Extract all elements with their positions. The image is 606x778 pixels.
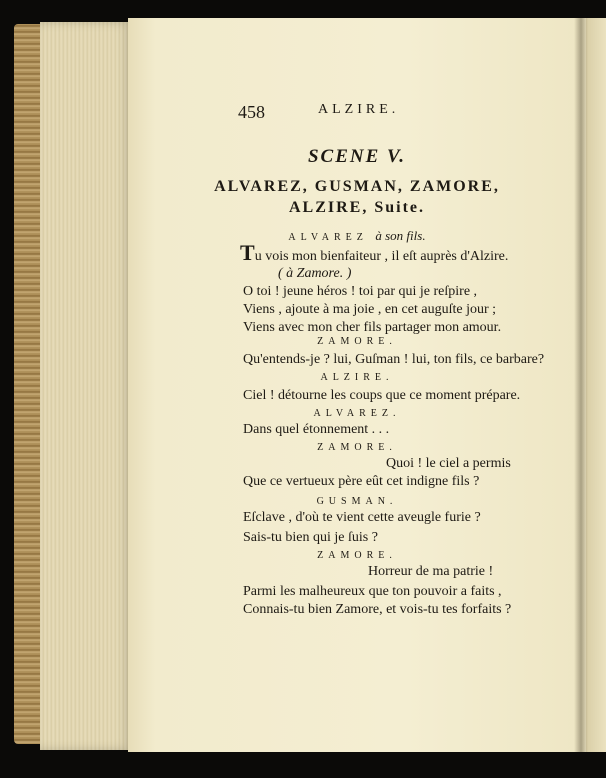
verse-text: u vois mon bienfaiteur , il eſt auprès d'Alzire. (254, 249, 509, 264)
verse-line (240, 240, 508, 266)
speaker-label: GUSMAN. (316, 496, 398, 507)
characters-line-2: ALZIRE, Suite. (288, 199, 426, 216)
characters-line-1: ALVAREZ, GUSMAN, ZAMORE, (214, 178, 500, 195)
verse-line: Parmi les malheureux que ton pouvoir a faits , (243, 584, 502, 599)
book-gutter-shadow (574, 18, 588, 752)
verse-line: Eſclave , d'où te vient cette aveugle furie ? (243, 510, 481, 525)
running-title: ALZIRE. (318, 102, 400, 117)
verse-line: Horreur de ma patrie ! (368, 564, 494, 579)
verse-line: Dans quel étonnement . . . (243, 422, 390, 437)
verse-line: Viens , ajoute à ma joie , en cet auguſte jour ; (243, 302, 497, 317)
page-number: 458 (238, 102, 265, 122)
drop-cap: T (240, 240, 255, 265)
speaker-label: ALVAREZ. (313, 408, 401, 419)
verse-line: Viens avec mon cher fils partager mon amour. (243, 320, 502, 335)
characters-heading (128, 176, 586, 218)
speaker-label: ZAMORE. (317, 336, 397, 347)
speaker-label: ALZIRE. (320, 372, 394, 383)
verse-line: Qu'entends-je ? lui, Guſman ! lui, ton fils, ce barbare? (243, 352, 545, 367)
verse-line: O toi ! jeune héros ! toi par qui je reſpire , (243, 284, 478, 299)
scene-title: SCENE V. (307, 146, 407, 167)
verse-line: Quoi ! le ciel a permis (386, 456, 511, 471)
verse-line: Connais-tu bien Zamore, et vois-tu tes forfaits ? (243, 602, 512, 617)
verse-line: Que ce vertueux père eût cet indigne fils ? (243, 474, 480, 489)
book-page (128, 18, 586, 752)
speaker-name: ALVAREZ (288, 232, 368, 243)
page-edges (40, 22, 132, 750)
verse-line: Ciel ! détourne les coups que ce moment prépare. (243, 388, 521, 403)
stage-direction: à son fils. (375, 228, 426, 243)
verse-line: Sais-tu bien qui je ſuis ? (243, 530, 378, 545)
stage-direction-line: ( à Zamore. ) (278, 266, 352, 281)
speaker-label: ZAMORE. (317, 550, 397, 561)
speaker-label: ZAMORE. (317, 442, 397, 453)
